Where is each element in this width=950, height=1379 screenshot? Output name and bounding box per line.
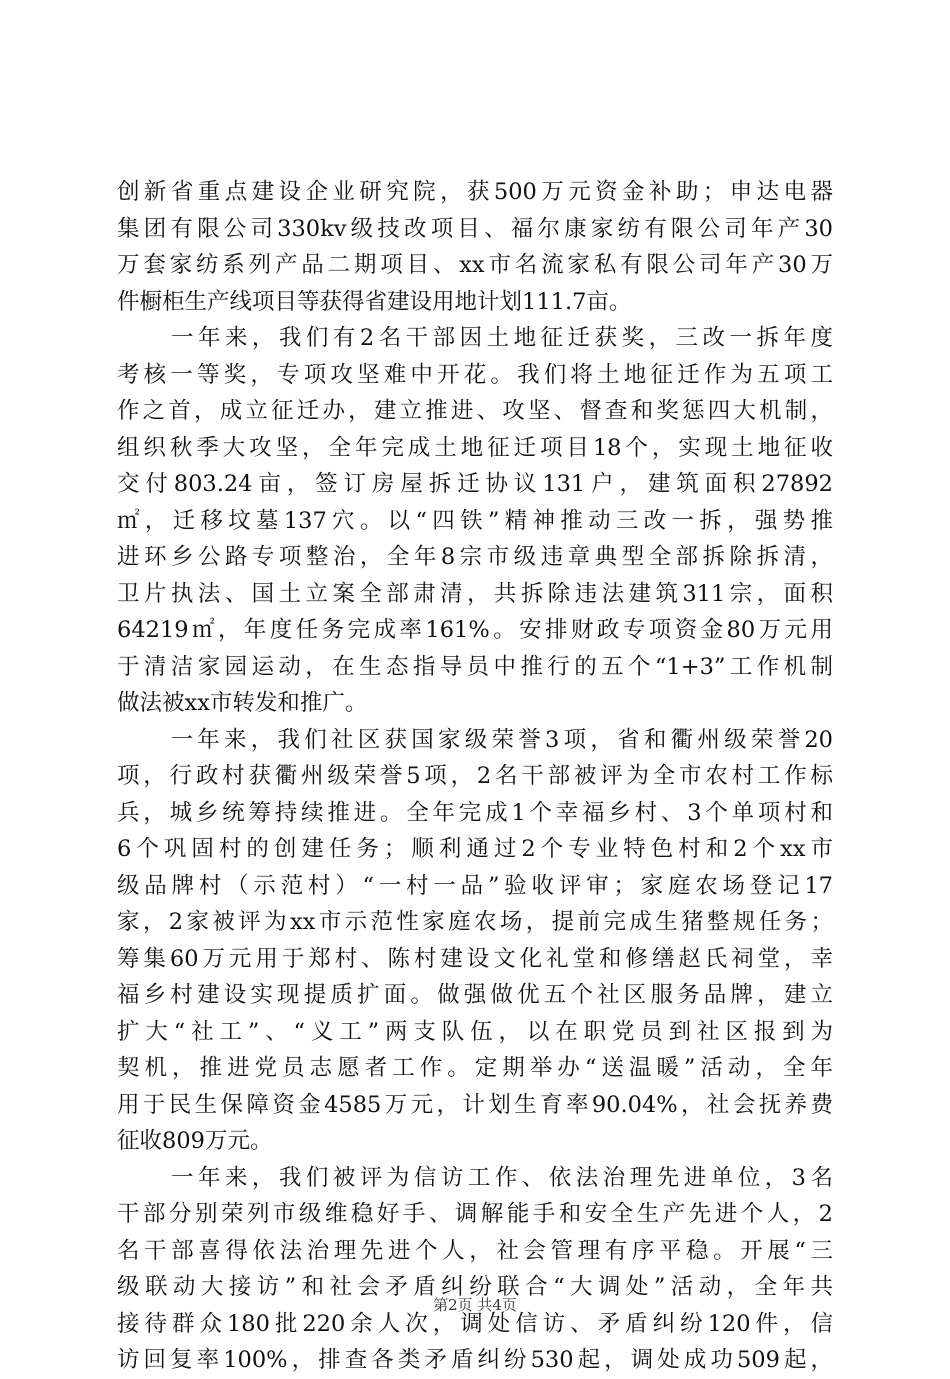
text-line: 用于民生保障资金4585万元，计划生育率90.04%，社会抚养费 [117, 1091, 833, 1118]
text-line: 级联动大接访”和社会矛盾纠纷联合“大调处”活动，全年共 [117, 1274, 833, 1300]
text-line: 征收809万元。 [117, 1128, 273, 1154]
text-line: 契机，推进党员志愿者工作。定期举办“送温暖”活动，全年 [117, 1055, 833, 1081]
text-line: 创新省重点建设企业研究院，获500万元资金补助；申达电器 [117, 179, 833, 205]
text-line: 名干部喜得依法治理先进个人，社会管理有序平稳。开展“三 [117, 1237, 833, 1264]
text-line: 件橱柜生产线项目等获得省建设用地计划111.7亩。 [117, 288, 632, 315]
text-line: 扩大“社工”、“义工”两支队伍，以在职党员到社区报到为 [117, 1018, 833, 1045]
text-line: 干部分别荣列市级维稳好手、调解能手和安全生产先进个人，2 [117, 1201, 833, 1227]
text-line: 级品牌村（示范村）“一村一品”验收评审；家庭农场登记17 [117, 872, 833, 899]
document-body [117, 174, 833, 1379]
text-line: 64219㎡，年度任务完成率161%。安排财政专项资金80万元用 [117, 617, 833, 643]
page-footer: 第2页 共4页 [433, 1296, 517, 1314]
text-line: 组织秋季大攻坚，全年完成土地征迁项目18个，实现土地征收 [117, 434, 833, 461]
text-line: 家，2家被评为xx市示范性家庭农场，提前完成生猪整规任务； [117, 909, 833, 935]
text-line: 兵，城乡统筹持续推进。全年完成1个幸福乡村、3个单项村和 [117, 799, 833, 826]
text-line: 接待群众180批220余人次，调处信访、矛盾纠纷120件，信 [117, 1310, 833, 1337]
text-line: 项，行政村获衢州级荣誉5项，2名干部被评为全市农村工作标 [117, 763, 833, 789]
text-line: 考核一等奖，专项攻坚难中开花。我们将土地征迁作为五项工 [117, 361, 833, 388]
text-line: ㎡，迁移坟墓137穴。以“四铁”精神推动三改一拆，强势推 [117, 507, 833, 534]
text-line: 访回复率100%，排查各类矛盾纠纷530起，调处成功509起， [117, 1347, 833, 1373]
text-line: 做法被xx市转发和推广。 [117, 690, 368, 716]
text-line: 万套家纺系列产品二期项目、xx市名流家私有限公司年产30万 [117, 252, 833, 278]
text-line: 进环乡公路专项整治，全年8宗市级违章典型全部拆除拆清， [117, 544, 833, 570]
text-line: 卫片执法、国土立案全部肃清，共拆除违法建筑311宗，面积 [117, 580, 833, 607]
text-line: 集团有限公司330kv级技改项目、福尔康家纺有限公司年产30 [117, 215, 833, 242]
text-line: 作之首，成立征迁办，建立推进、攻坚、督查和奖惩四大机制， [117, 398, 833, 424]
text-line: 福乡村建设实现提质扩面。做强做优五个社区服务品牌，建立 [117, 982, 833, 1008]
text-line: 于清洁家园运动，在生态指导员中推行的五个“1+3”工作机制 [117, 653, 833, 680]
text-line: 一年来，我们被评为信访工作、依法治理先进单位，3名 [117, 1164, 833, 1191]
text-line: 一年来，我们有2名干部因土地征迁获奖，三改一拆年度 [117, 325, 833, 351]
text-line: 筹集60万元用于郑村、陈村建设文化礼堂和修缮赵氏祠堂，幸 [117, 945, 833, 972]
text-line: 交付803.24亩，签订房屋拆迁协议131户，建筑面积27892 [117, 471, 833, 497]
text-line: 一年来，我们社区获国家级荣誉3项，省和衢州级荣誉20 [117, 726, 833, 753]
text-line: 6个巩固村的创建任务；顺利通过2个专业特色村和2个xx市 [117, 836, 833, 862]
